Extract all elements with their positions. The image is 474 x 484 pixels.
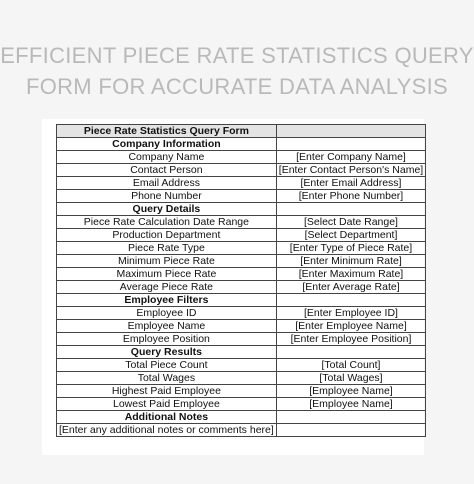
- field-label: Total Wages: [57, 372, 277, 385]
- field-value: [Enter Employee ID]: [276, 307, 425, 320]
- table-row: [57, 359, 426, 372]
- field-value: [Enter Type of Piece Rate]: [276, 242, 425, 255]
- field-value: [Enter Contact Person's Name]: [276, 164, 425, 177]
- field-value: [Total Wages]: [276, 372, 425, 385]
- field-label: Piece Rate Type: [57, 242, 277, 255]
- field-value: [276, 138, 425, 151]
- section-row: [57, 411, 426, 424]
- query-form-table: [56, 124, 426, 437]
- section-heading: Query Results: [57, 346, 277, 359]
- field-label: Employee Position: [57, 333, 277, 346]
- field-label: Production Department: [57, 229, 277, 242]
- section-heading: Company Information: [57, 138, 277, 151]
- field-value: [Enter Average Rate]: [276, 281, 425, 294]
- field-value: [Employee Name]: [276, 398, 425, 411]
- section-row: [57, 294, 426, 307]
- field-label: Total Piece Count: [57, 359, 277, 372]
- field-value: [Enter Company Name]: [276, 151, 425, 164]
- table-row: [57, 385, 426, 398]
- section-heading: Additional Notes: [57, 411, 277, 424]
- table-row: [57, 151, 426, 164]
- field-label: Lowest Paid Employee: [57, 398, 277, 411]
- table-header-row: [57, 125, 426, 138]
- field-label: Employee ID: [57, 307, 277, 320]
- header-cell-value: [276, 125, 425, 138]
- table-row: [57, 242, 426, 255]
- table-row: [57, 320, 426, 333]
- field-value: [Enter Phone Number]: [276, 190, 425, 203]
- table-row: [57, 372, 426, 385]
- field-label: Average Piece Rate: [57, 281, 277, 294]
- table-row: [57, 164, 426, 177]
- field-label: Email Address: [57, 177, 277, 190]
- table-row: [57, 255, 426, 268]
- field-value: [Enter Employee Name]: [276, 320, 425, 333]
- section-row: [57, 203, 426, 216]
- field-value: [276, 346, 425, 359]
- field-value: [Select Department]: [276, 229, 425, 242]
- section-row: [57, 138, 426, 151]
- field-value: [Enter Email Address]: [276, 177, 425, 190]
- table-row: [57, 216, 426, 229]
- field-label: Company Name: [57, 151, 277, 164]
- field-label: Piece Rate Calculation Date Range: [57, 216, 277, 229]
- field-value: [Enter Maximum Rate]: [276, 268, 425, 281]
- field-label: Phone Number: [57, 190, 277, 203]
- section-heading: Employee Filters: [57, 294, 277, 307]
- table-row: [57, 190, 426, 203]
- field-value: [Enter Employee Position]: [276, 333, 425, 346]
- table-row: [57, 229, 426, 242]
- field-value: [276, 203, 425, 216]
- field-value: [Employee Name]: [276, 385, 425, 398]
- field-label: Contact Person: [57, 164, 277, 177]
- section-heading: Query Details: [57, 203, 277, 216]
- header-cell-title: Piece Rate Statistics Query Form: [57, 125, 277, 138]
- table-row: [57, 177, 426, 190]
- field-label: Maximum Piece Rate: [57, 268, 277, 281]
- page-title: EFFICIENT PIECE RATE STATISTICS QUERY FORM FOR ACCURATE DATA ANALYSIS: [0, 43, 474, 99]
- field-value: [276, 294, 425, 307]
- field-label: Highest Paid Employee: [57, 385, 277, 398]
- table-row: [57, 307, 426, 320]
- table-row: [57, 268, 426, 281]
- field-label: [Enter any additional notes or comments here]: [57, 424, 277, 437]
- field-value: [Enter Minimum Rate]: [276, 255, 425, 268]
- table-row: [57, 281, 426, 294]
- table-row: [57, 424, 426, 437]
- section-row: [57, 346, 426, 359]
- field-label: Minimum Piece Rate: [57, 255, 277, 268]
- field-value: [Total Count]: [276, 359, 425, 372]
- field-value: [276, 424, 425, 437]
- table-row: [57, 398, 426, 411]
- table-row: [57, 333, 426, 346]
- field-value: [276, 411, 425, 424]
- field-value: [Select Date Range]: [276, 216, 425, 229]
- field-label: Employee Name: [57, 320, 277, 333]
